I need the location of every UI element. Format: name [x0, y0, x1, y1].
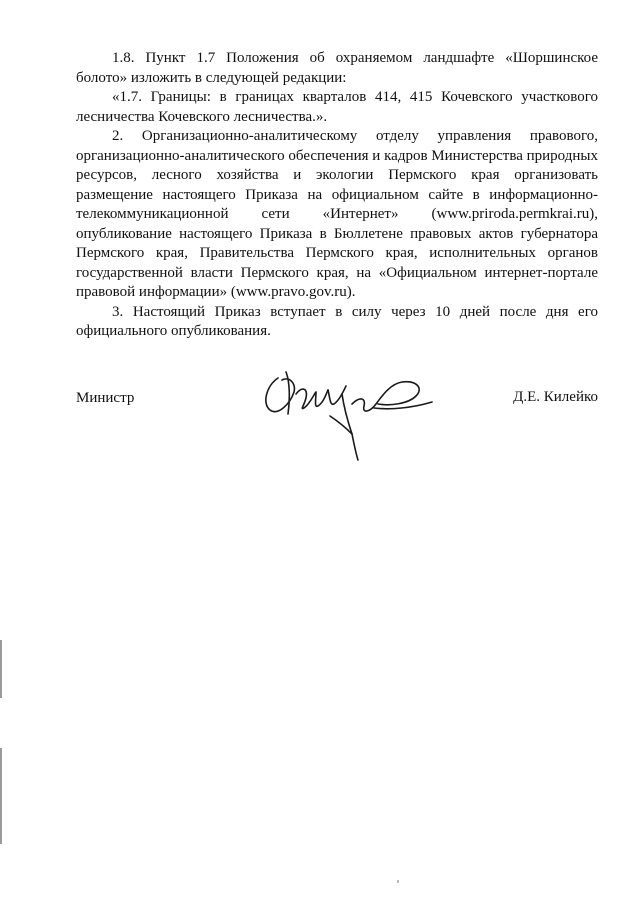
- signatory-title: Министр: [76, 390, 135, 406]
- scan-speck: [397, 880, 399, 883]
- paragraph-3: 3. Настоящий Приказ вступает в силу через 10 дней после дня его официального опубликования.: [76, 303, 598, 339]
- handwritten-signature: [256, 364, 436, 464]
- scan-edge-mark: [0, 640, 2, 698]
- signatory-name: Д.Е. Килейко: [513, 389, 598, 405]
- paragraph-quoted-boundaries: «1.7. Границы: в границах кварталов 414, 415 Кочевского участкового лесничества Кочевского лесничества.».: [76, 89, 598, 125]
- document-body: [76, 49, 598, 342]
- scan-edge-mark: [0, 748, 2, 844]
- paragraph-2: 2. Организационно-аналитическому отделу управления правового, организационно-аналитического обеспечения и кадров Министерства природных ресурсов, лесного хозяйства и экологии Пермского края организовать размещение настоящего Приказа на официальном сайте в информационно-телекоммуникационной сети «Интернет» (www.priroda.permkrai.ru), опубликование настоящего Приказа в Бюллетене правовых актов губернатора Пермского края, Правительства Пермского края, исполнительных органов государственной власти Пермского края, на «Официальном интернет-портале правовой информации» (www.pravo.gov.ru).: [76, 128, 598, 300]
- paragraph-1-8: 1.8. Пункт 1.7 Положения об охраняемом ландшафте «Шоршинское болото» изложить в следующей редакции:: [76, 50, 598, 86]
